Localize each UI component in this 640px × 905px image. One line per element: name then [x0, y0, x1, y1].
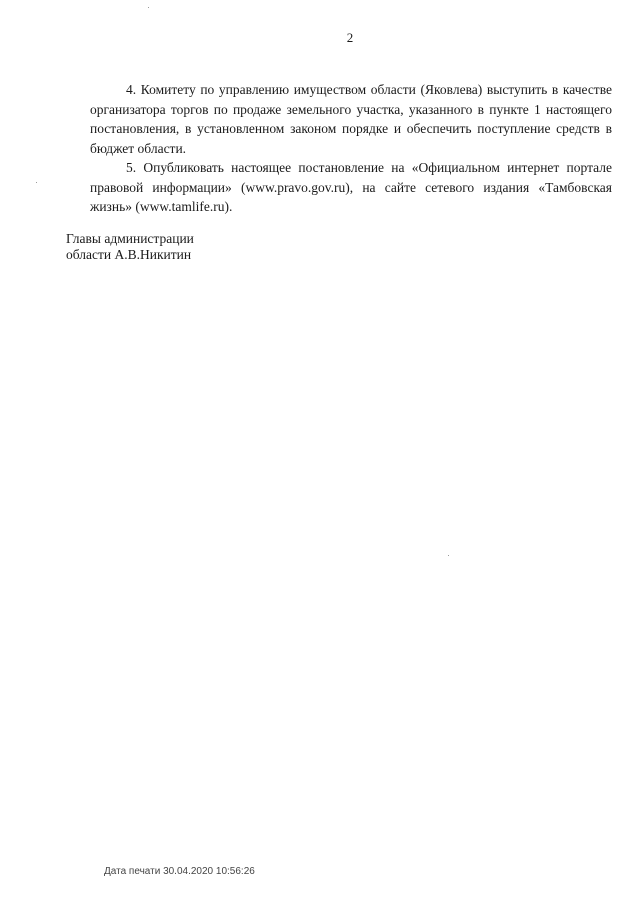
- page-number: 2: [346, 30, 354, 45]
- signature-title: Главы администрации: [66, 231, 194, 246]
- scan-speck: [148, 7, 149, 8]
- paragraph-item-4: 4. Комитету по управлению имуществом области (Яковлева) выступить в качестве организатора торгов по продаже земельного участка, указанного в пункте 1 настоящего постановления, в установленном законом порядке и обеспечить поступление средств в бюджет области.: [90, 82, 612, 156]
- paragraph-item-5: 5. Опубликовать настоящее постановление на «Официальном интернет портале правовой информации» (www.pravo.gov.ru), на сайте сетевого издания «Тамбовская жизнь» (www.tamlife.ru).: [90, 160, 612, 214]
- signature-name: области А.В.Никитин: [66, 247, 192, 262]
- scan-speck: [36, 182, 37, 183]
- document-body: [90, 80, 612, 217]
- scan-speck: [448, 555, 449, 556]
- print-date: Дата печати 30.04.2020 10:56:26: [104, 866, 255, 877]
- signature-block: [66, 231, 194, 263]
